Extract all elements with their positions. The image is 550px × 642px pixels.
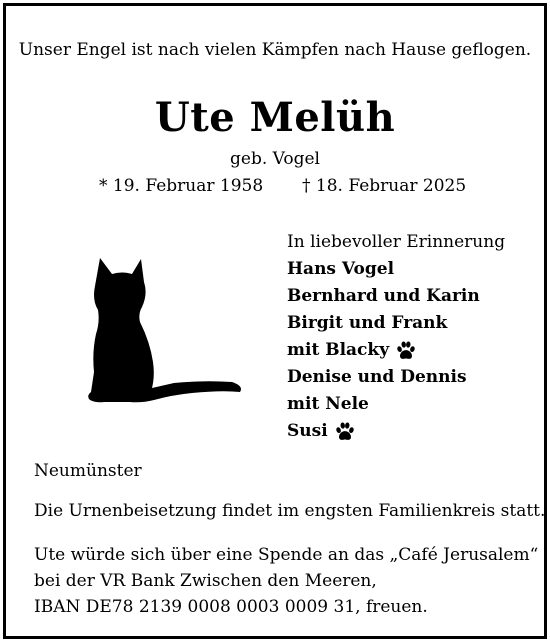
family-heading: In liebevoller Erinnerung <box>287 232 506 252</box>
donation-line: IBAN DE78 2139 0008 0003 0009 31, freuen. <box>34 597 428 617</box>
family-member <box>287 364 505 391</box>
family-member-name: Hans Vogel <box>287 259 395 279</box>
family-member <box>287 310 505 337</box>
paw-icon <box>334 421 356 443</box>
intro-text: Unser Engel ist nach vielen Kämpfen nach Hause geflogen. <box>18 40 532 60</box>
cat-silhouette-icon <box>82 252 242 412</box>
family-member <box>287 256 505 283</box>
city-name: Neumünster <box>34 461 142 481</box>
family-member <box>287 391 505 418</box>
family-list <box>287 229 505 445</box>
urn-burial-text: Die Urnenbeisetzung findet im engsten Familienkreis statt. <box>34 501 546 521</box>
family-member-name: Denise und Dennis <box>287 367 467 387</box>
family-member-name: mit Nele <box>287 394 369 414</box>
deceased-name: Ute Melüh <box>154 94 396 141</box>
obituary-notice <box>3 3 547 639</box>
family-member-name: Birgit und Frank <box>287 313 448 333</box>
family-member <box>287 418 505 445</box>
donation-line: Ute würde sich über eine Spende an das „Café Jerusalem“ <box>34 545 539 565</box>
death-date: † 18. Februar 2025 <box>302 176 467 196</box>
donation-line: bei der VR Bank Zwischen den Meeren, <box>34 571 377 591</box>
maiden-name: geb. Vogel <box>230 149 320 169</box>
family-member <box>287 283 505 310</box>
birth-date: * 19. Februar 1958 <box>99 176 264 196</box>
family-member-name: mit Blacky <box>287 340 390 360</box>
family-member <box>287 337 505 364</box>
family-member-name: Bernhard und Karin <box>287 286 480 306</box>
donation-text <box>34 542 538 620</box>
paw-icon <box>395 340 417 362</box>
family-member-name: Susi <box>287 421 328 441</box>
